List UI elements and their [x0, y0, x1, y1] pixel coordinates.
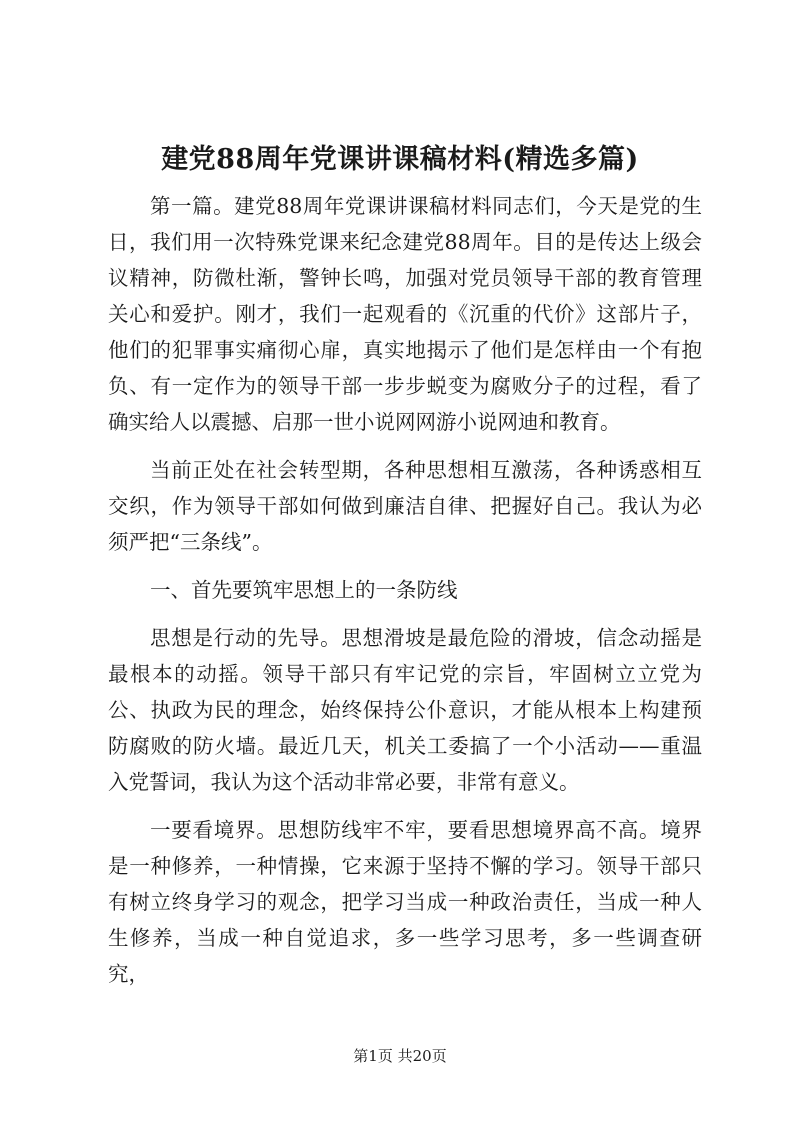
document-body	[108, 188, 702, 992]
document-title: 建党88周年党课讲课稿材料(精选多篇)	[161, 144, 639, 175]
paragraph-4: 一要看境界。思想防线牢不牢，要看思想境界高不高。境界是一种修养，一种情操，它来源于坚持不懈的学习。领导干部只有树立终身学习的观念，把学习当成一种政治责任，当成一种人生修养，当成一种自觉追求，多一些学习思考，多一些调查研究，	[108, 818, 702, 986]
paragraph-1: 第一篇。建党88周年党课讲课稿材料同志们，今天是党的生日，我们用一次特殊党课来纪念建党88周年。目的是传达上级会议精神，防微杜渐，警钟长鸣，加强对党员领导干部的教育管理关心和爱护。刚才，我们一起观看的《沉重的代价》这部片子，他们的犯罪事实痛彻心扉，真实地揭示了他们是怎样由一个有抱负、有一定作为的领导干部一步步蜕变为腐败分子的过程，看了确实给人以震撼、启那一世小说网网游小说网迪和教育。	[108, 194, 702, 434]
page-footer: 第1页 共20页	[353, 1047, 447, 1065]
section-heading: 一、首先要筑牢思想上的一条防线	[150, 578, 458, 602]
paragraph-3: 思想是行动的先导。思想滑坡是最危险的滑坡，信念动摇是最根本的动摇。领导干部只有牢记党的宗旨，牢固树立立党为公、执政为民的理念，始终保持公仆意识，才能从根本上构建预防腐败的防火墙。最近几天，机关工委搞了一个小活动——重温入党誓词，我认为这个活动非常必要，非常有意义。	[108, 626, 702, 794]
paragraph-2: 当前正处在社会转型期，各种思想相互激荡，各种诱惑相互交织，作为领导干部如何做到廉洁自律、把握好自己。我认为必须严把“三条线”。	[108, 458, 702, 554]
